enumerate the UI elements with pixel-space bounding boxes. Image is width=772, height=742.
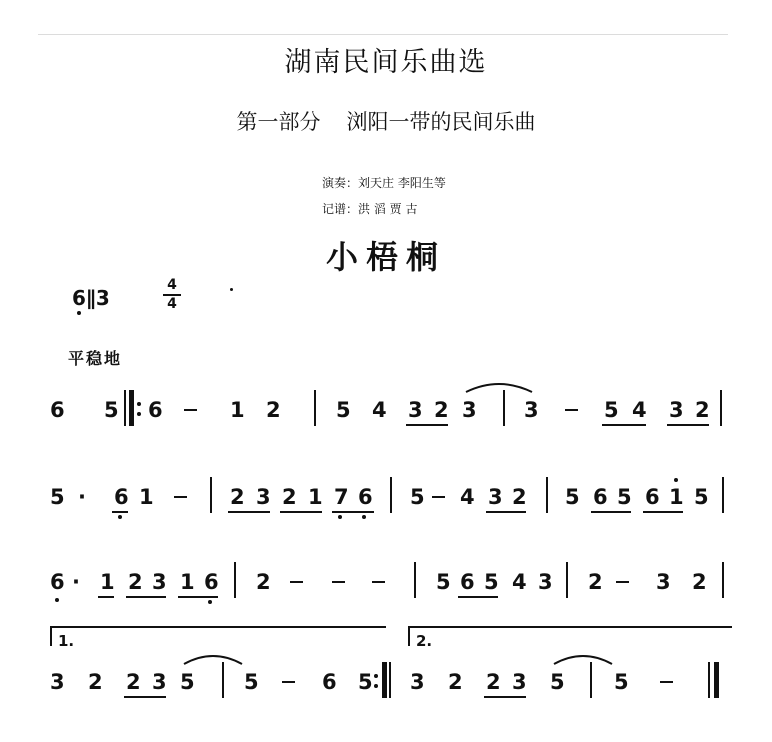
note: 6	[114, 485, 129, 509]
note: 2	[126, 670, 141, 694]
note: 5	[180, 670, 195, 694]
eighth-underline	[458, 596, 498, 598]
note: 3	[488, 485, 503, 509]
note: 2	[128, 570, 143, 594]
eighth-underline	[591, 511, 631, 513]
eighth-underline	[98, 596, 114, 598]
barline	[566, 562, 568, 598]
dash	[432, 496, 445, 498]
repeat-dot	[137, 412, 141, 416]
note: 6	[645, 485, 660, 509]
dot-extension: ·	[78, 485, 86, 509]
note: 4	[372, 398, 387, 422]
time-sig-bottom: 4	[167, 296, 177, 312]
barline	[414, 562, 416, 598]
note: 6	[50, 570, 65, 594]
top-rule	[38, 34, 728, 35]
eighth-underline	[406, 424, 448, 426]
eighth-underline	[486, 511, 526, 513]
note: 3	[524, 398, 539, 422]
repeat-dot	[374, 684, 378, 688]
high-octave-dot	[674, 478, 678, 482]
note: 5	[604, 398, 619, 422]
note: 5	[614, 670, 629, 694]
final-barline-thick	[714, 662, 719, 698]
tuning: 6∥3	[72, 286, 110, 310]
end-repeat-barline-thick	[382, 662, 387, 698]
song-title: 小梧桐	[325, 238, 446, 276]
note: 6	[593, 485, 608, 509]
tempo-marking: 平稳地	[68, 349, 123, 368]
note: 3	[152, 670, 167, 694]
note: 5	[694, 485, 709, 509]
stray-dot	[230, 288, 233, 291]
note: 2	[282, 485, 297, 509]
note: 6	[204, 570, 219, 594]
note: 2	[448, 670, 463, 694]
note: 6	[460, 570, 475, 594]
barline	[390, 477, 392, 513]
end-repeat-barline	[389, 662, 391, 698]
low-octave-dot	[338, 515, 342, 519]
note: 2	[692, 570, 707, 594]
note: 2	[230, 485, 245, 509]
low-octave-dot	[118, 515, 122, 519]
note: 5	[104, 398, 119, 422]
note: 5	[358, 670, 373, 694]
eighth-underline	[643, 511, 683, 513]
volta-bracket-1	[50, 626, 386, 646]
note: 2	[88, 670, 103, 694]
part-title: 浏阳一带的民间乐曲	[346, 110, 536, 134]
note: 3	[669, 398, 684, 422]
eighth-underline	[228, 511, 270, 513]
low-octave-dot	[55, 598, 59, 602]
note: 5	[336, 398, 351, 422]
note: 7	[334, 485, 349, 509]
performers-credit: 演奏：刘天庄 李阳生等	[322, 176, 446, 190]
note: 3	[538, 570, 553, 594]
part-heading	[0, 106, 772, 136]
dash	[660, 681, 673, 683]
tie	[464, 380, 534, 394]
note: 3	[256, 485, 271, 509]
note: 5	[565, 485, 580, 509]
note: 5	[617, 485, 632, 509]
eighth-underline	[484, 696, 526, 698]
final-barline	[708, 662, 710, 698]
dash	[184, 409, 197, 411]
eighth-underline	[280, 511, 322, 513]
barline	[720, 390, 722, 426]
collection-title: 湖南民间乐曲选	[284, 47, 488, 78]
note: 2	[588, 570, 603, 594]
repeat-dot	[137, 402, 141, 406]
barline	[546, 477, 548, 513]
time-sig-top: 4	[167, 277, 177, 293]
note: 5	[436, 570, 451, 594]
volta-2-label: 2.	[416, 632, 433, 650]
barline	[234, 562, 236, 598]
eighth-underline	[124, 696, 166, 698]
eighth-underline	[667, 424, 709, 426]
eighth-underline	[112, 511, 128, 513]
note: 1	[100, 570, 115, 594]
note: 2	[512, 485, 527, 509]
dash	[565, 409, 578, 411]
note: 3	[410, 670, 425, 694]
note: 2	[695, 398, 710, 422]
dash	[372, 581, 385, 583]
tuning-low-dot	[77, 311, 81, 315]
note: 3	[50, 670, 65, 694]
note: 1	[308, 485, 323, 509]
note: 3	[656, 570, 671, 594]
barline	[590, 662, 592, 698]
tie	[182, 652, 244, 666]
note: 4	[460, 485, 475, 509]
part-label: 第一部分	[236, 110, 321, 134]
eighth-underline	[332, 511, 374, 513]
note: 4	[512, 570, 527, 594]
note: 6	[322, 670, 337, 694]
volta-1-label: 1.	[58, 632, 75, 650]
repeat-barline	[124, 390, 126, 426]
tie	[552, 652, 614, 666]
repeat-dot	[374, 674, 378, 678]
note: 2	[266, 398, 281, 422]
note: 2	[256, 570, 271, 594]
note: 2	[434, 398, 449, 422]
note: 2	[486, 670, 501, 694]
note: 6	[148, 398, 163, 422]
note: 5	[50, 485, 65, 509]
note: 1	[230, 398, 245, 422]
note: 6	[358, 485, 373, 509]
dash	[174, 496, 187, 498]
note: 3	[408, 398, 423, 422]
eighth-underline	[178, 596, 218, 598]
low-octave-dot	[362, 515, 366, 519]
dash	[332, 581, 345, 583]
barline	[722, 562, 724, 598]
dash	[290, 581, 303, 583]
note: 1	[669, 485, 684, 509]
note: 3	[462, 398, 477, 422]
dash	[616, 581, 629, 583]
barline	[503, 390, 505, 426]
time-signature	[163, 278, 181, 312]
barline	[222, 662, 224, 698]
note: 5	[410, 485, 425, 509]
note: 5	[550, 670, 565, 694]
volta-bracket-2	[408, 626, 732, 646]
note: 4	[632, 398, 647, 422]
low-octave-dot	[208, 600, 212, 604]
note: 6	[50, 398, 65, 422]
note: 5	[244, 670, 259, 694]
note: 3	[512, 670, 527, 694]
note: 5	[484, 570, 499, 594]
dash	[282, 681, 295, 683]
dot-extension: ·	[72, 570, 80, 594]
notation-credit: 记谱：洪 滔 贾 古	[322, 202, 418, 216]
barline	[210, 477, 212, 513]
note: 1	[139, 485, 154, 509]
repeat-barline-thick	[129, 390, 134, 426]
eighth-underline	[602, 424, 646, 426]
barline	[314, 390, 316, 426]
barline	[722, 477, 724, 513]
note: 1	[180, 570, 195, 594]
eighth-underline	[126, 596, 166, 598]
note: 3	[152, 570, 167, 594]
